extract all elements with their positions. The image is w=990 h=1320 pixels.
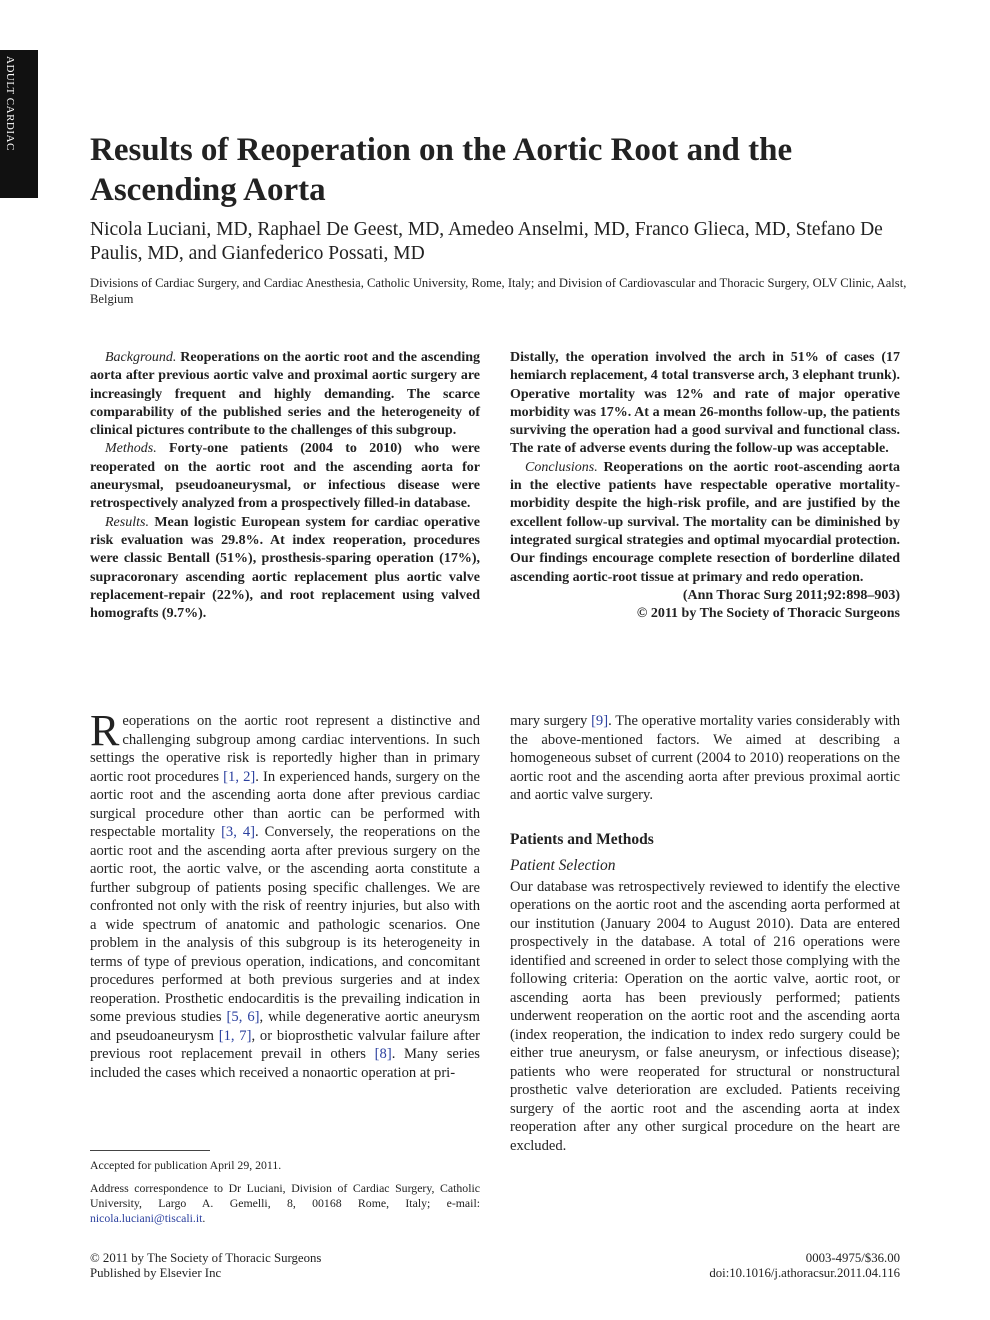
abstract-background: Background. Reoperations on the aortic root and the ascending aorta after previous aortic valve and proximal aortic surgery are increasingly frequent and highly demanding. The scarce comparability of the published series and the heterogeneity of clinical pictures contribute to the challenges of this subgroup. [90,350,480,439]
results-label: Results. [105,514,149,530]
background-label: Background. [105,350,177,365]
section-side-tab [0,50,38,198]
body-left-column [90,706,480,1082]
reference-link[interactable]: [9] [591,713,609,729]
intro-paragraph: Reoperations on the aortic root represent a distinctive and challenging subgroup among cardiac interventions. In such settings the operative risk is reportedly higher than in primary aortic root procedures [1, 2]. In experienced hands, surgery on the aortic root and the ascending aorta done after previous cardiac surgical procedure other than aortic can be performed with respectable mortality [3, 4]. Conversely, the reoperations on the aortic root and the ascending aorta after previous surgery on the aortic root, the aortic valve, or the ascending aorta constitute a further subgroup of patients posing specific challenges. We are confronted not only with the risk of reentry injuries, but also with a wide spectrum of anatomic and pathologic scenarios. One problem in the analysis of this subgroup is its heterogeneity in terms of type of previous operation, indications, and concomitant procedures performed at both previous surgeries and at index reoperation. Prosthetic endocarditis is the prevailing indication in some previous studies [5, 6], while degenerative aortic aneurysm and pseudoaneurysm [1, 7], or bioprosthetic valvular failure after previous root replacement prevail in others [8]. Many series included the cases which received a nonaortic operation at pri- [90,706,480,1081]
abstract-conclusions: Conclusions. Reoperations on the aortic root-ascending aorta in the elective patients have respectable operative mortality-morbidity despite the high-risk profile, and are justified by the excellent follow-up survival. The mortality can be diminished by integrated surgical strategies and optimal myocardial protection. Our findings encourage complete resection of borderline dilated ascending aortic-root tissue at primary and redo operation. [510,459,900,585]
abstract-right-column [510,349,900,623]
abstract-results-continued: Distally, the operation involved the arch in 51% of cases (17 hemiarch replacement, 4 total transverse arch, 3 elephant trunk). Operative mortality was 12% and rate of major operative morbidity was 17%. At a mean 26-months follow-up, the patients surviving the operation had a good survival and functional class. The rate of adverse events during the follow-up was acceptable. [510,350,900,457]
email-link[interactable]: nicola.luciani@tiscali.it [90,1211,203,1225]
abstract-results: Results. Mean logistic European system for cardiac operative risk evaluation was 29.8%. At index reoperation, procedures were classic Bentall (51%), prosthesis-sparing operation (17%), supracoronary ascending aortic replacement plus aortic valve replacement-repair (22%), and root replacement using valved homografts (9.7%). [90,514,480,622]
footnote-divider [90,1150,210,1151]
reference-link[interactable]: [3, 4] [221,824,255,840]
section-heading: Patients and Methods [510,830,654,848]
patient-selection-paragraph: Our database was retrospectively reviewed to identify the elective operations on the aortic root and the ascending aorta performed at our institution (January 2004 to August 2010). Data are entered prospectively in the database. A total of 216 operations were identified and screened in order to select those complying with the following criteria: Operation on the aortic valve, aortic root, or ascending aorta has been previously performed; patients underwent reoperation on the aortic root and the ascending aorta (index reoperation, the indication to index redo surgery could be either true aneurysm, or false aneurysm, or infectious disease); patients who were reoperated for structural or nonstructural prosthetic valve deterioration are excluded. Patients receiving surgery of the aortic root and the ascending aorta at index reoperation after any other surgical procedure on the heart are excluded. [510,878,900,1154]
accepted-note: Accepted for publication April 29, 2011. [90,1158,282,1172]
abstract-methods: Methods. Forty-one patients (2004 to 2010) who were reoperated on the aortic root and the ascending aorta for aneurysmal, pseudoaneurysmal, or infectious disease were retrospectively analyzed from a prospectively filled-in database. [90,441,480,512]
reference-link[interactable]: [1, 7] [218,1027,252,1044]
author-list: Nicola Luciani, MD, Raphael De Geest, MD, Amedeo Anselmi, MD, Franco Glieca, MD, Stefano De Paulis, MD, and Gianfederico Possati, MD [90,219,883,264]
subsection-heading: Patient Selection [510,857,616,874]
reference-link[interactable]: [8] [374,1046,392,1062]
body-right-column [510,712,900,1155]
correspondence-note: Address correspondence to Dr Luciani, Division of Cardiac Surgery, Catholic University, Largo A. Gemelli, 8, 00168 Rome, Italy; e-mail: nicola.luciani@tiscali.it. [90,1181,480,1225]
drop-cap: R [90,706,120,755]
abstract-left-column [90,349,480,623]
author-affiliations: Divisions of Cardiac Surgery, and Cardiac Anesthesia, Catholic University, Rome, Italy; and Division of Cardiovascular and Thoracic Surgery, OLV Clinic, Aalst, Belgium [90,276,907,306]
article-title: Results of Reoperation on the Aortic Root and the Ascending Aorta [90,132,793,208]
side-tab-label: ADULT CARDIAC [4,56,16,151]
footer-doi: 0003-4975/$36.00 doi:10.1016/j.athoracsur.2011.04.116 [709,1251,900,1280]
methods-label: Methods. [105,441,157,457]
conclusions-label: Conclusions. [525,459,598,475]
journal-citation: (Ann Thorac Surg 2011;92:898–903) [682,587,900,603]
reference-link[interactable]: [5, 6] [226,1009,260,1025]
footer-copyright: © 2011 by The Society of Thoracic Surgeons Published by Elsevier Inc [90,1251,322,1280]
intro-paragraph-continued: mary surgery [9]. The operative mortality varies considerably with the above-mentioned factors. We aimed at describing a homogeneous subset of current (2004 to 2010) reoperations on the aortic root and the ascending aorta after previous proximal aortic and aortic valve surgery. [510,713,900,803]
reference-link[interactable]: [1, 2] [223,768,256,785]
abstract-copyright: © 2011 by The Society of Thoracic Surgeons [636,606,900,622]
